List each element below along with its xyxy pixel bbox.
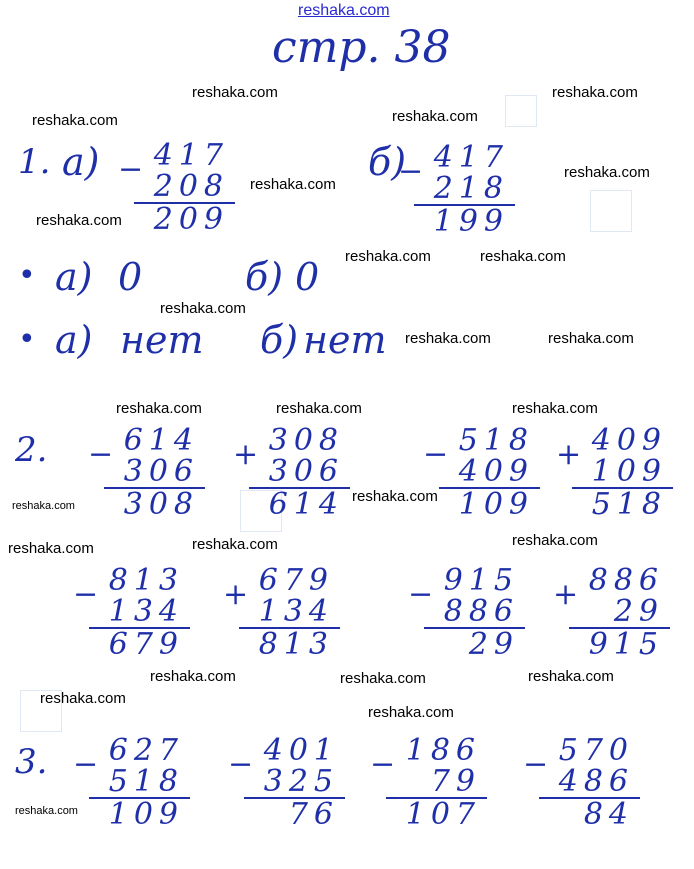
result: 109 <box>458 487 534 522</box>
column-operation <box>370 733 487 832</box>
column-operation <box>88 423 205 522</box>
result: 109 <box>108 797 184 832</box>
watermark: reshaka.com <box>548 330 634 347</box>
answer-a-label: а) <box>55 255 93 299</box>
watermark: reshaka.com <box>15 805 78 817</box>
result: 209 <box>153 202 229 237</box>
result: 29 <box>468 627 519 662</box>
operator-sign: − <box>523 747 555 782</box>
task1-number: 1. <box>18 142 51 182</box>
answer-b: нет <box>303 318 387 362</box>
column-operation <box>553 563 670 662</box>
answer-a-label: а) <box>55 318 93 362</box>
column-operation <box>73 563 190 662</box>
top-operand: 409 <box>591 423 667 458</box>
bottom-operand: 109 <box>591 454 667 489</box>
top-operand: 813 <box>108 563 184 598</box>
watermark: reshaka.com <box>160 300 246 317</box>
column-operation <box>556 423 673 522</box>
watermark: reshaka.com <box>36 212 122 229</box>
watermark: reshaka.com <box>552 84 638 101</box>
site-watermark-top: reshaka.com <box>298 2 390 19</box>
bottom-operand: 134 <box>108 594 184 629</box>
bottom-operand: 134 <box>258 594 334 629</box>
answer-b-label: б) <box>245 255 284 299</box>
task1-b-column <box>398 140 515 239</box>
column-operation <box>228 733 345 832</box>
subtrahend: 218 <box>433 171 509 206</box>
task1-a-label: а) <box>62 140 100 184</box>
subtrahend: 208 <box>153 169 229 204</box>
result: 76 <box>288 797 339 832</box>
column-operation <box>233 423 350 522</box>
minus-sign: − <box>118 152 150 187</box>
watermark: reshaka.com <box>480 248 566 265</box>
result: 199 <box>433 204 509 239</box>
bottom-operand: 306 <box>268 454 344 489</box>
task1-a-column <box>118 138 235 237</box>
watermark: reshaka.com <box>32 112 118 129</box>
column-operation <box>223 563 340 662</box>
watermark: reshaka.com <box>512 400 598 417</box>
top-operand: 570 <box>558 733 634 768</box>
operator-sign: − <box>228 747 260 782</box>
watermark: reshaka.com <box>40 690 126 707</box>
watermark: reshaka.com <box>392 108 478 125</box>
watermark: reshaka.com <box>250 176 336 193</box>
grid-mark <box>590 190 632 232</box>
top-operand: 308 <box>268 423 344 458</box>
watermark: reshaka.com <box>12 500 75 512</box>
result: 308 <box>123 487 199 522</box>
top-operand: 915 <box>443 563 519 598</box>
task2-number: 2. <box>15 430 48 470</box>
watermark: reshaka.com <box>345 248 431 265</box>
column-operation <box>73 733 190 832</box>
top-operand: 614 <box>123 423 199 458</box>
answer-a: 0 <box>118 255 143 299</box>
top-operand: 627 <box>108 733 184 768</box>
watermark: reshaka.com <box>192 84 278 101</box>
operator-sign: + <box>233 437 265 472</box>
top-operand: 886 <box>588 563 664 598</box>
watermark: reshaka.com <box>405 330 491 347</box>
watermark: reshaka.com <box>116 400 202 417</box>
operator-sign: − <box>423 437 455 472</box>
result: 107 <box>405 797 481 832</box>
page-title: стр. 38 <box>272 22 451 73</box>
bullet: • <box>18 258 36 293</box>
watermark: reshaka.com <box>512 532 598 549</box>
top-operand: 679 <box>258 563 334 598</box>
task1-b-label: б) <box>368 140 407 184</box>
answer-a: нет <box>120 318 204 362</box>
bottom-operand: 325 <box>263 764 339 799</box>
operator-sign: − <box>408 577 440 612</box>
watermark: reshaka.com <box>150 668 236 685</box>
top-operand: 518 <box>458 423 534 458</box>
bottom-operand: 486 <box>558 764 634 799</box>
bullet: • <box>18 322 36 357</box>
column-operation <box>523 733 640 832</box>
bottom-operand: 886 <box>443 594 519 629</box>
watermark: reshaka.com <box>352 488 438 505</box>
top-operand: 401 <box>263 733 339 768</box>
minus-sign: − <box>398 154 430 189</box>
bottom-operand: 29 <box>613 594 664 629</box>
task3-number: 3. <box>15 742 48 782</box>
answer-b-label: б) <box>260 318 299 362</box>
bottom-operand: 409 <box>458 454 534 489</box>
result: 915 <box>588 627 664 662</box>
result: 84 <box>583 797 634 832</box>
column-operation <box>423 423 540 522</box>
operator-sign: − <box>73 577 105 612</box>
watermark: reshaka.com <box>276 400 362 417</box>
watermark: reshaka.com <box>192 536 278 553</box>
result: 813 <box>258 627 334 662</box>
operator-sign: − <box>370 747 402 782</box>
bottom-operand: 306 <box>123 454 199 489</box>
operator-sign: + <box>553 577 585 612</box>
bottom-operand: 79 <box>430 764 481 799</box>
minuend: 417 <box>433 140 509 175</box>
column-operation <box>408 563 525 662</box>
operator-sign: − <box>73 747 105 782</box>
top-operand: 186 <box>405 733 481 768</box>
result: 518 <box>591 487 667 522</box>
answer-b: 0 <box>295 255 320 299</box>
minuend: 417 <box>153 138 229 173</box>
watermark: reshaka.com <box>340 670 426 687</box>
operator-sign: − <box>88 437 120 472</box>
grid-mark <box>505 95 537 127</box>
result: 614 <box>268 487 344 522</box>
operator-sign: + <box>556 437 588 472</box>
watermark: reshaka.com <box>8 540 94 557</box>
result: 679 <box>108 627 184 662</box>
watermark: reshaka.com <box>564 164 650 181</box>
watermark: reshaka.com <box>528 668 614 685</box>
bottom-operand: 518 <box>108 764 184 799</box>
watermark: reshaka.com <box>368 704 454 721</box>
operator-sign: + <box>223 577 255 612</box>
